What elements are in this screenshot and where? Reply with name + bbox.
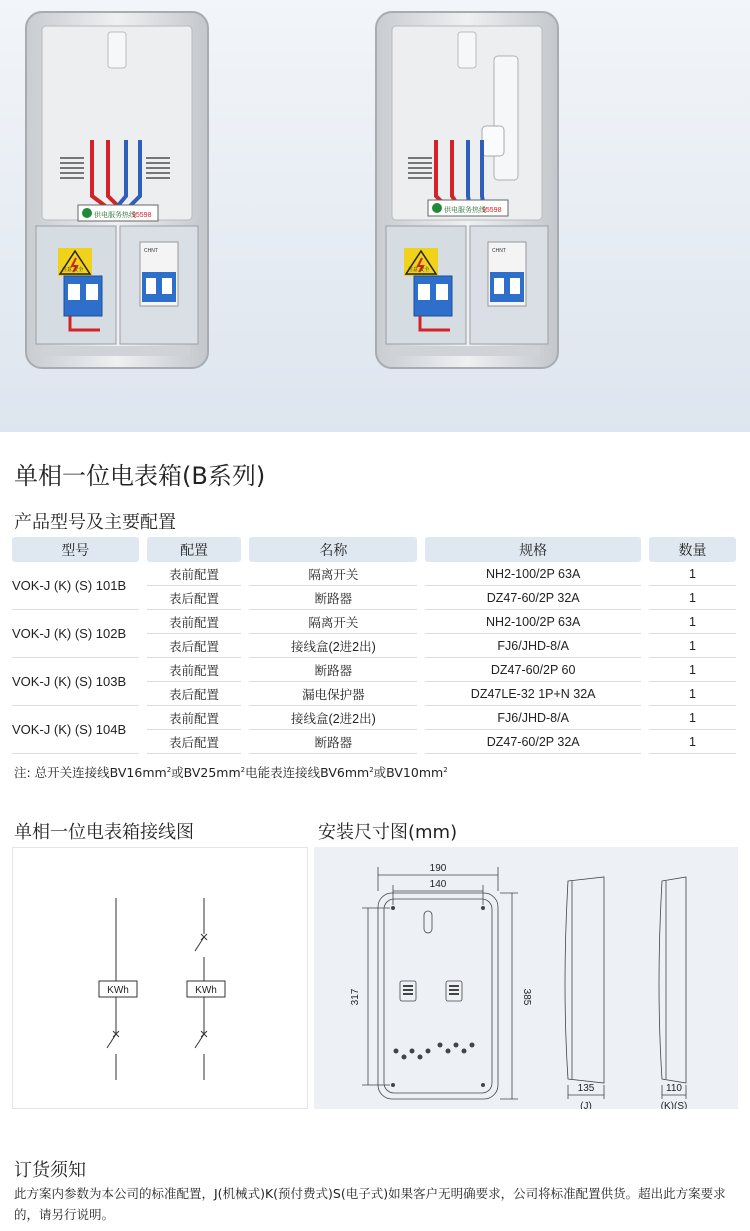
hotline-number-2: 95598 (482, 207, 502, 214)
name-cell: 断路器 (249, 730, 417, 754)
dim-height-outer: 385 (521, 988, 532, 1006)
config-cell: 表前配置 (147, 658, 242, 682)
header-name: 名称 (249, 537, 417, 562)
name-cell: 隔离开关 (249, 610, 417, 634)
meter-box-photo-1 (26, 12, 208, 368)
model-cell: VOK-J (K) (S) 101B (12, 562, 139, 610)
spec-table (4, 537, 744, 754)
wire-note (14, 763, 448, 781)
wiring-diagram (12, 847, 308, 1109)
breaker-brand-2: CHNT (492, 248, 506, 254)
table-row (12, 658, 736, 682)
product-photo-area (0, 0, 750, 432)
note-sup-2: 2 (240, 765, 246, 774)
spec-cell: NH2-100/2P 63A (425, 610, 641, 634)
meter-label-left: KWh (107, 985, 129, 996)
note-part-1: 注: 总开关连接线BV16mm (14, 765, 167, 780)
model-cell: VOK-J (K) (S) 102B (12, 610, 139, 658)
config-section-heading: 产品型号及主要配置 (14, 512, 176, 533)
dimension-drawing (314, 847, 738, 1109)
spec-cell: DZ47LE-32 1P+N 32A (425, 682, 641, 706)
spec-cell: DZ47-60/2P 32A (425, 586, 641, 610)
warning-label-1: 注意 安全 (62, 267, 84, 273)
note-part-2: 或BV25mm (171, 765, 241, 780)
name-cell: 接线盒(2进2出) (249, 706, 417, 730)
spec-cell: NH2-100/2P 63A (425, 562, 641, 586)
dimension-drawing-svg (314, 847, 738, 1109)
qty-cell: 1 (649, 634, 736, 658)
dim-height-inner: 317 (350, 988, 361, 1006)
spec-cell: DZ47-60/2P 60 (425, 658, 641, 682)
qty-cell: 1 (649, 586, 736, 610)
dim-depth-j: 135 (577, 1083, 595, 1094)
breaker-brand-1: CHNT (144, 248, 158, 254)
qty-cell: 1 (649, 730, 736, 754)
dim-depth-j-label: (J) (580, 1101, 592, 1109)
config-cell: 表后配置 (147, 586, 242, 610)
config-cell: 表后配置 (147, 634, 242, 658)
spec-cell: FJ6/JHD-8/A (425, 706, 641, 730)
hotline-label-2: 供电服务热线 (444, 207, 486, 214)
qty-cell: 1 (649, 610, 736, 634)
meter-box-photo-2 (376, 12, 558, 368)
table-row (12, 706, 736, 730)
wiring-diagram-svg (13, 848, 309, 1110)
dim-width-inner: 140 (429, 879, 447, 890)
config-cell: 表前配置 (147, 562, 242, 586)
wiring-diagram-heading: 单相一位电表箱接线图 (14, 822, 194, 843)
qty-cell: 1 (649, 706, 736, 730)
dim-width-outer: 190 (429, 863, 447, 874)
note-part-4: 或BV10mm (373, 765, 444, 780)
warning-label-2: 注意 安全 (408, 267, 430, 273)
dimensions-heading: 安装尺寸图(mm) (318, 822, 458, 843)
model-cell: VOK-J (K) (S) 103B (12, 658, 139, 706)
qty-cell: 1 (649, 682, 736, 706)
header-config: 配置 (147, 537, 242, 562)
table-row (12, 610, 736, 634)
spec-cell: DZ47-60/2P 32A (425, 730, 641, 754)
note-sup-4: 2 (443, 765, 448, 774)
header-spec: 规格 (425, 537, 641, 562)
page-title: 单相一位电表箱(B系列) (14, 462, 266, 490)
name-cell: 接线盒(2进2出) (249, 634, 417, 658)
hotline-label-1: 供电服务热线 (94, 212, 136, 219)
config-cell: 表后配置 (147, 682, 242, 706)
dim-depth-ks-label: (K)(S) (660, 1101, 688, 1109)
qty-cell: 1 (649, 562, 736, 586)
order-notes-text: 此方案内参数为本公司的标准配置，J(机械式)K(预付费式)S(电子式)如果客户无明确要求，公司将标准配置供货。超出此方案要求的，请另行说明。 (14, 1186, 726, 1222)
table-header-row (12, 537, 736, 562)
header-model: 型号 (12, 537, 139, 562)
config-cell: 表后配置 (147, 730, 242, 754)
meter-label-right: KWh (195, 985, 217, 996)
name-cell: 断路器 (249, 658, 417, 682)
note-sup-3: 2 (369, 765, 374, 774)
hotline-number-1: 95598 (132, 212, 152, 219)
model-cell: VOK-J (K) (S) 104B (12, 706, 139, 754)
product-photos (0, 0, 750, 432)
config-cell: 表前配置 (147, 610, 242, 634)
dim-depth-ks: 110 (666, 1083, 682, 1094)
spec-cell: FJ6/JHD-8/A (425, 634, 641, 658)
table-row (12, 562, 736, 586)
qty-cell: 1 (649, 658, 736, 682)
name-cell: 漏电保护器 (249, 682, 417, 706)
note-part-3: 电能表连接线BV6mm (245, 765, 370, 780)
note-sup-1: 2 (166, 765, 172, 774)
name-cell: 隔离开关 (249, 562, 417, 586)
name-cell: 断路器 (249, 586, 417, 610)
header-qty: 数量 (649, 537, 736, 562)
config-cell: 表前配置 (147, 706, 242, 730)
order-notes-heading: 订货须知 (14, 1160, 86, 1181)
